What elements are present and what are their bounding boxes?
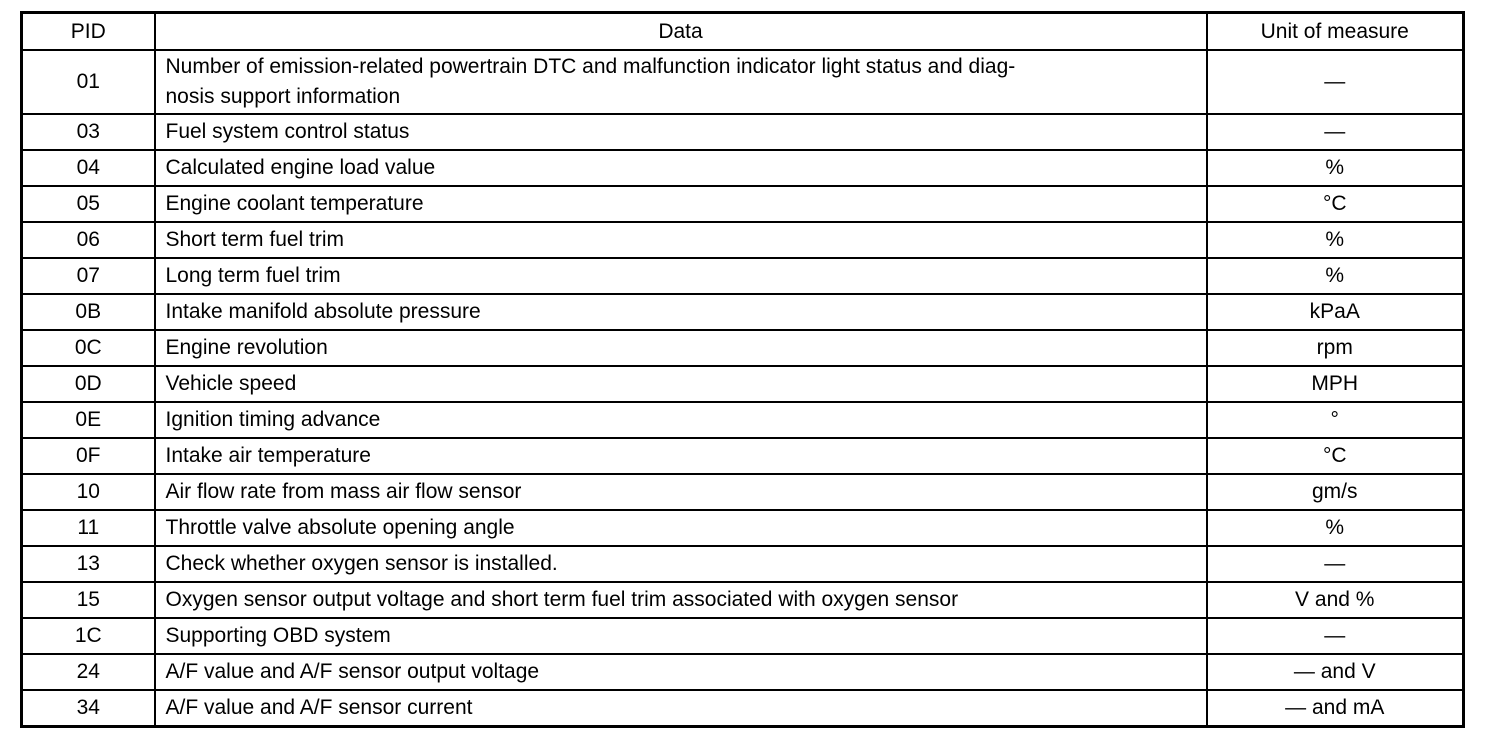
data-cell: Fuel system control status [155,114,1207,150]
pid-cell: 11 [22,510,155,546]
unit-cell: rpm [1207,330,1464,366]
unit-cell: — [1207,618,1464,654]
pid-cell: 0C [22,330,155,366]
pid-cell: 04 [22,150,155,186]
unit-cell: °C [1207,186,1464,222]
table-row [22,546,1464,582]
data-cell: Throttle valve absolute opening angle [155,510,1207,546]
column-header-pid: PID [22,13,155,51]
data-cell: Long term fuel trim [155,258,1207,294]
pid-cell: 0F [22,438,155,474]
pid-table [20,11,1465,728]
data-cell: A/F value and A/F sensor current [155,690,1207,727]
data-cell: Ignition timing advance [155,402,1207,438]
unit-cell: ° [1207,402,1464,438]
table-row [22,690,1464,727]
data-cell: Intake air temperature [155,438,1207,474]
pid-cell: 06 [22,222,155,258]
pid-cell: 24 [22,654,155,690]
unit-cell: — and V [1207,654,1464,690]
unit-cell: % [1207,258,1464,294]
unit-cell: — [1207,546,1464,582]
data-cell: Calculated engine load value [155,150,1207,186]
data-cell: A/F value and A/F sensor output voltage [155,654,1207,690]
pid-cell: 13 [22,546,155,582]
data-cell: Oxygen sensor output voltage and short term fuel trim associated with oxygen sensor [155,582,1207,618]
table-header-row [22,13,1464,51]
unit-cell: % [1207,222,1464,258]
table-row [22,654,1464,690]
pid-cell: 0E [22,402,155,438]
pid-cell: 05 [22,186,155,222]
table-row [22,222,1464,258]
table-row [22,258,1464,294]
table-body [22,50,1464,727]
pid-cell: 07 [22,258,155,294]
data-cell: Intake manifold absolute pressure [155,294,1207,330]
table-row [22,474,1464,510]
data-cell: Vehicle speed [155,366,1207,402]
unit-cell: gm/s [1207,474,1464,510]
unit-cell: — and mA [1207,690,1464,727]
data-cell: Engine coolant temperature [155,186,1207,222]
table-row [22,294,1464,330]
table-row [22,402,1464,438]
pid-cell: 1C [22,618,155,654]
data-cell: Number of emission-related powertrain DTC and malfunction indicator light status and diag- nosis support information [155,50,1207,114]
pid-cell: 15 [22,582,155,618]
table-row [22,582,1464,618]
unit-cell: % [1207,510,1464,546]
table-row [22,330,1464,366]
table-row [22,510,1464,546]
unit-cell: % [1207,150,1464,186]
pid-cell: 10 [22,474,155,510]
unit-cell: MPH [1207,366,1464,402]
data-cell: Check whether oxygen sensor is installed. [155,546,1207,582]
unit-cell: — [1207,50,1464,114]
pid-cell: 03 [22,114,155,150]
table-row [22,150,1464,186]
table-row [22,438,1464,474]
unit-cell: V and % [1207,582,1464,618]
table-row [22,186,1464,222]
unit-cell: kPaA [1207,294,1464,330]
table-row [22,366,1464,402]
data-cell: Short term fuel trim [155,222,1207,258]
unit-cell: — [1207,114,1464,150]
pid-cell: 34 [22,690,155,727]
pid-cell: 01 [22,50,155,114]
data-cell: Engine revolution [155,330,1207,366]
data-cell: Air flow rate from mass air flow sensor [155,474,1207,510]
table-row [22,618,1464,654]
pid-cell: 0D [22,366,155,402]
data-cell: Supporting OBD system [155,618,1207,654]
pid-cell: 0B [22,294,155,330]
unit-cell: °C [1207,438,1464,474]
table-row [22,50,1464,114]
column-header-unit: Unit of measure [1207,13,1464,51]
table-row [22,114,1464,150]
column-header-data: Data [155,13,1207,51]
